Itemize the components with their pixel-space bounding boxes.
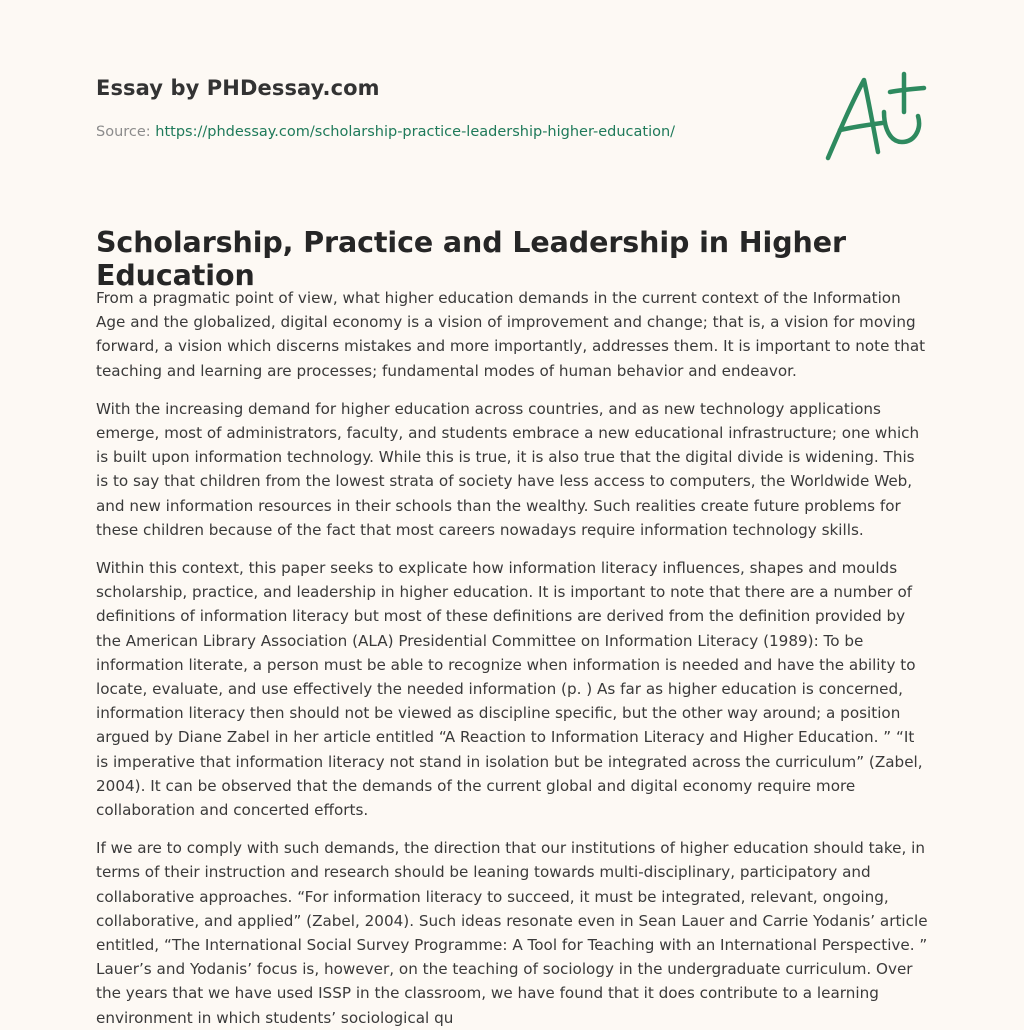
- source-link[interactable]: https://phdessay.com/scholarship-practice-leadership-higher-education/: [155, 124, 676, 140]
- site-brand: Essay by PHDessay.com: [96, 76, 380, 100]
- page-header: [0, 0, 1024, 200]
- article-paragraph: From a pragmatic point of view, what higher education demands in the current context of the Information Age and the globalized, digital economy is a vision of improvement and change; that is, a vision for moving forward, a vision which discerns mistakes and more importantly, addresses them. It is important to note that teaching and learning are processes; fundamental modes of human behavior and endeavor.: [96, 289, 926, 380]
- source-line: [96, 124, 675, 140]
- article-paragraph: Within this context, this paper seeks to explicate how information literacy influences, shapes and moulds scholarship, practice, and leadership in higher education. It is important to note that there are a number of definitions of information literacy but most of these definitions are derived from the definition provided by the American Library Association (ALA) Presidential Committee on Information Literacy (1989): To be information literate, a person must be able to recognize when information is needed and have the ability to locate, evaluate, and use effectively the needed information (p. ) As far as higher education is concerned, information literacy then should not be viewed as discipline specific, but the other way around; a position argued by Diane Zabel in her article entitled “A Reaction to Information Literacy and Higher Education. ” “It is imperative that information literacy not stand in isolation but be integrated across the curriculum” (Zabel, 2004). It can be observed that the demands of the current global and digital economy require more collaboration and concerted efforts.: [96, 559, 923, 820]
- source-label: Source:: [96, 124, 151, 140]
- article-paragraph: If we are to comply with such demands, the direction that our institutions of higher education should take, in terms of their instruction and research should be leaning towards multi-disciplinary, participatory and collaborative approaches. “For information literacy to succeed, it must be integrated, relevant, ongoing, collaborative, and applied” (Zabel, 2004). Such ideas resonate even in Sean Lauer and Carrie Yodanis’ article entitled, “The International Social Survey Programme: A Tool for Teaching with an International Perspective. ” Lauer’s and Yodanis’ focus is, however, on the teaching of sociology in the undergraduate curriculum. Over the years that we have used ISSP in the classroom, we have found that it does contribute to a learning environment in which students’ sociological qu: [96, 839, 928, 1027]
- article-paragraph: With the increasing demand for higher education across countries, and as new technology applications emerge, most of administrators, faculty, and students embrace a new educational infrastructure; one which is built upon information technology. While this is true, it is also true that the digital divide is widening. This is to say that children from the lowest strata of society have less access to computers, the Worldwide Web, and new information resources in their schools than the wealthy. Such realities create future problems for these children because of the fact that most careers nowadays require information technology skills.: [96, 399, 920, 539]
- a-plus-logo-icon: [818, 68, 930, 164]
- article-body: [96, 286, 928, 1027]
- article-title: Scholarship, Practice and Leadership in Higher Education: [96, 226, 846, 292]
